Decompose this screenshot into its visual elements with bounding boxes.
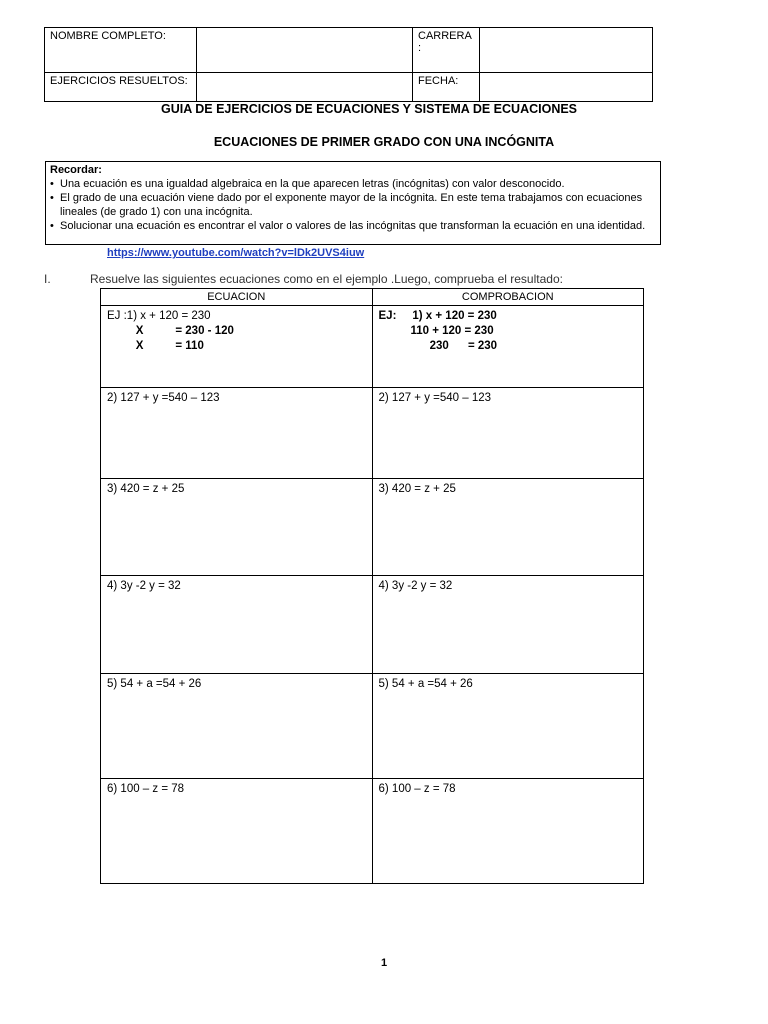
example-check-cell[interactable] bbox=[372, 306, 644, 388]
fecha-label: FECHA: bbox=[413, 73, 480, 102]
equation-cell[interactable]: 3) 420 = z + 25 bbox=[101, 479, 373, 576]
sub-title-text: ECUACIONES DE PRIMER GRADO CON UNA INCÓGNITA bbox=[213, 135, 555, 149]
example-check-line: 110 + 120 = 230 bbox=[378, 325, 494, 337]
youtube-link[interactable]: https://www.youtube.com/watch?v=lDk2UVS4iuw bbox=[107, 247, 365, 259]
example-eq-line: X = 110 bbox=[107, 340, 204, 352]
remember-item: • Una ecuación es una igualdad algebraica en la que aparecen letras (incógnitas) con valor desconocido. bbox=[50, 177, 656, 191]
example-eq-line: EJ :1) x + 120 = 230 bbox=[107, 310, 211, 322]
equations-table bbox=[100, 288, 644, 884]
equation-cell[interactable]: 5) 54 + a =54 + 26 bbox=[101, 674, 373, 779]
col-header-comprobacion: COMPROBACION bbox=[372, 289, 644, 306]
fecha-field[interactable] bbox=[480, 73, 653, 102]
table-row bbox=[101, 388, 644, 479]
nombre-field[interactable] bbox=[197, 28, 413, 73]
col-header-ecuacion: ECUACION bbox=[101, 289, 373, 306]
check-cell[interactable]: 6) 100 – z = 78 bbox=[372, 779, 644, 884]
remember-item: • Solucionar una ecuación es encontrar el valor o valores de las incógnitas que transforman la ecuación en una identidad. bbox=[50, 219, 656, 233]
check-cell[interactable]: 5) 54 + a =54 + 26 bbox=[372, 674, 644, 779]
remember-list bbox=[50, 177, 656, 233]
check-cell[interactable]: 4) 3y -2 y = 32 bbox=[372, 576, 644, 674]
page-number: 1 bbox=[380, 957, 388, 969]
example-eq-line: X = 230 - 120 bbox=[107, 325, 234, 337]
example-equation-cell[interactable] bbox=[101, 306, 373, 388]
check-cell[interactable]: 2) 127 + y =540 – 123 bbox=[372, 388, 644, 479]
example-check-line: EJ: 1) x + 120 = 230 bbox=[378, 310, 497, 322]
equation-cell[interactable]: 2) 127 + y =540 – 123 bbox=[101, 388, 373, 479]
table-row bbox=[101, 779, 644, 884]
table-row bbox=[101, 576, 644, 674]
sub-title bbox=[0, 135, 768, 149]
table-row bbox=[101, 674, 644, 779]
carrera-label: CARRERA : bbox=[413, 28, 480, 73]
equation-cell[interactable]: 6) 100 – z = 78 bbox=[101, 779, 373, 884]
nombre-label: NOMBRE COMPLETO: bbox=[45, 28, 197, 73]
main-title: GUIA DE EJERCICIOS DE ECUACIONES Y SISTEMA DE ECUACIONES bbox=[160, 102, 578, 116]
remember-box bbox=[45, 161, 661, 245]
ejercicios-label: EJERCICIOS RESUELTOS: bbox=[45, 73, 197, 102]
ejercicios-field[interactable] bbox=[197, 73, 413, 102]
instruction-text: Resuelve las siguientes ecuaciones como en el ejemplo .Luego, comprueba el resultado: bbox=[90, 272, 563, 286]
table-row bbox=[101, 306, 644, 388]
student-info-table bbox=[44, 27, 653, 102]
instruction-number: I. bbox=[44, 272, 51, 286]
table-row bbox=[101, 479, 644, 576]
example-check-line: 230 = 230 bbox=[378, 340, 498, 352]
equation-cell[interactable]: 4) 3y -2 y = 32 bbox=[101, 576, 373, 674]
remember-item: • El grado de una ecuación viene dado por el exponente mayor de la incógnita. En este tema trabajamos con ecuaciones lineales (de grado 1) con una incógnita. bbox=[50, 191, 656, 219]
carrera-field[interactable] bbox=[480, 28, 653, 73]
check-cell[interactable]: 3) 420 = z + 25 bbox=[372, 479, 644, 576]
remember-title: Recordar: bbox=[50, 164, 102, 176]
